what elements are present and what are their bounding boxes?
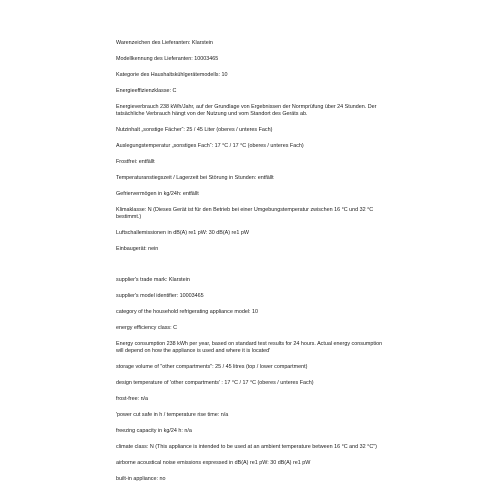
document-page: [116, 40, 388, 492]
de-design-temperature: Auslegungstemperatur „sonstiges Fach“: 17 °C / 17 °C (oberes / unteres Fach): [116, 143, 304, 149]
en-category: category of the household refrigerating appliance model: 10: [116, 309, 259, 315]
de-built-in: Einbaugerät: nein: [116, 246, 159, 252]
de-noise-emissions: Luftschallemissionen in dB(A) re1 pW: 30 dB(A) re1 pW: [116, 230, 249, 236]
de-freezing-capacity: Gefriervermögen in kg/24h: entfällt: [116, 191, 199, 197]
en-noise-emissions: airborne acoustical noise emissions expressed in dB(A) re1 pW: 30 dB(A) re1 pW: [116, 460, 311, 466]
en-climate-class: climate class: N (This appliance is intended to be used at an ambient temperature between 16 °C and 32 °C"): [116, 444, 377, 450]
de-storage-volume: Nutzinhalt „sonstige Fächer“: 25 / 45 Liter (oberes / unteres Fach): [116, 127, 273, 133]
de-category: Kategorie des Haushaltskühlgerätemodells: 10: [116, 72, 228, 78]
en-energy-class: energy efficiency class: C: [116, 325, 178, 331]
de-temperature-rise-time: Temperaturanstiegszeit / Lagerzeit bei Störung in Stunden: entfällt: [116, 175, 274, 181]
de-model-identifier: Modellkennung des Lieferanten: 10003465: [116, 56, 219, 62]
en-temperature-rise-time: 'power cut safe in h / temperature rise time: n/a: [116, 412, 229, 418]
en-model-identifier: supplier's model identifier: 10003465: [116, 293, 204, 299]
german-section: [116, 40, 388, 253]
de-climate-class: Klimaklasse: N (Dieses Gerät ist für den Betrieb bei einer Umgebungstemperatur zwischen 16 °C und 32 °C bestimmt.): [116, 207, 374, 220]
en-storage-volume: storage volume of "other compartments": 25 / 45 litres (top / lower compartment): [116, 364, 308, 370]
en-energy-consumption: Energy consumption 238 kWh per year, based on standard test results for 24 hours. Actual energy consumption will depend on how the appliance is used and where it is located': [116, 341, 383, 354]
en-frost-free: frost-free: n/a: [116, 396, 149, 402]
de-frost-free: Frostfrei: entfällt: [116, 159, 155, 165]
de-energy-class: Energieeffizienzklasse: C: [116, 88, 177, 94]
en-built-in: built-in appliance: no: [116, 476, 166, 482]
de-energy-consumption: Energieverbrauch 238 kWh/Jahr, auf der Grundlage von Ergebnissen der Normprüfung über 24 Stunden. Der tatsächliche Verbrauch hängt von der Nutzung und vom Standort des Geräts ab.: [116, 104, 377, 117]
section-gap: [116, 262, 388, 277]
english-section: [116, 277, 388, 483]
en-design-temperature: design temperature of 'other compartments' : 17 °C / 17 °C (oberes / unteres Fach): [116, 380, 314, 386]
de-trade-mark: Warenzeichen des Lieferanten: Klarstein: [116, 40, 213, 46]
en-trade-mark: supplier's trade mark: Klarstein: [116, 277, 190, 283]
en-freezing-capacity: freezing capacity in kg/24 h: n/a: [116, 428, 192, 434]
